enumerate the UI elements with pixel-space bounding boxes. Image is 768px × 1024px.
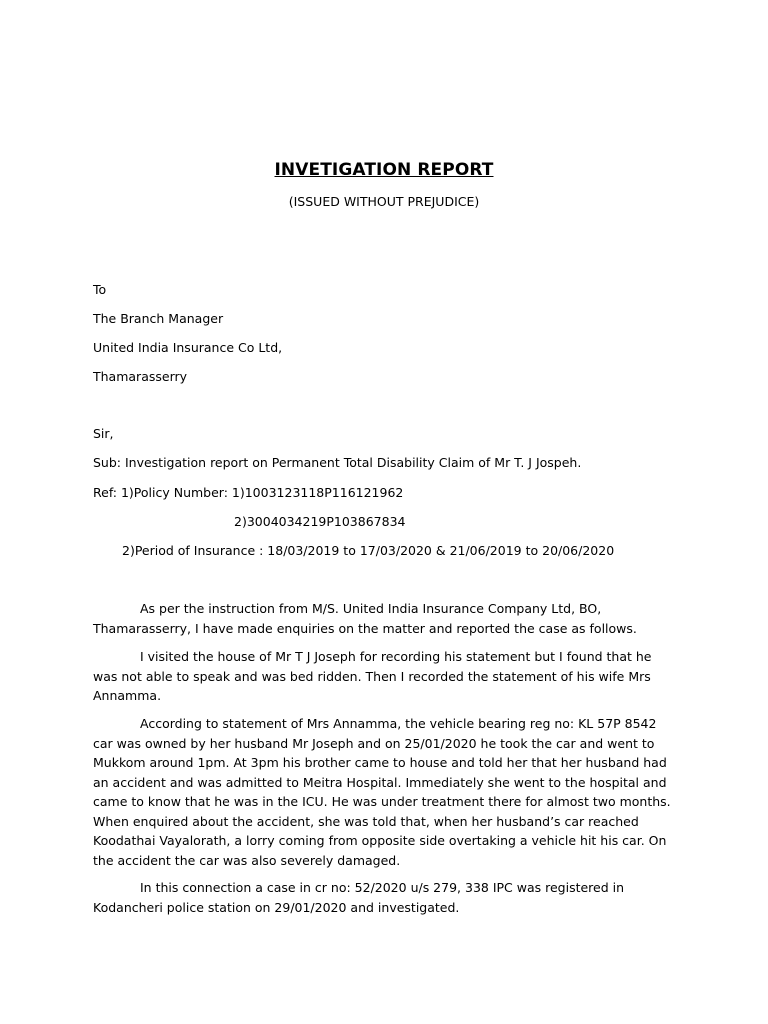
address-to: To: [93, 282, 107, 297]
body-paragraph-1: As per the instruction from M/S. United India Insurance Company Ltd, BO, Thamarasserry, I have made enquiries on the matter and reported the case as follows.: [93, 601, 637, 636]
body-paragraph-4: In this connection a case in cr no: 52/2020 u/s 279, 338 IPC was registered in Kodancheri police station on 29/01/2020 and investigated.: [93, 880, 625, 915]
reference-policy-1: Ref: 1)Policy Number: 1)1003123118P116121962: [93, 485, 404, 500]
salutation: Sir,: [93, 426, 114, 441]
address-company: United India Insurance Co Ltd,: [93, 340, 283, 355]
subject-line: Sub: Investigation report on Permanent Total Disability Claim of Mr T. J Jospeh.: [93, 455, 582, 470]
address-recipient: The Branch Manager: [93, 311, 224, 326]
body-paragraph-3: According to statement of Mrs Annamma, the vehicle bearing reg no: KL 57P 8542 car was owned by her husband Mr Joseph and on 25/01/2020 he took the car and went to Mukkom around 1pm. At 3pm his brother came to house and told her that her husband had an accident and was admitted to Meitra Hospital. Immediately she went to the hospital and came to know that he was in the ICU. He was under treatment there for almost two months. When enquired about the accident, she was told that, when her husband’s car reached Koodathai Vayalorath, a lorry coming from opposite side overtaking a vehicle hit his car. On the accident the car was also severely damaged.: [93, 716, 671, 868]
report-subtitle: (ISSUED WITHOUT PREJUDICE): [288, 194, 480, 209]
reference-period: 2)Period of Insurance : 18/03/2019 to 17/03/2020 & 21/06/2019 to 20/06/2020: [122, 543, 615, 558]
reference-policy-2: 2)3004034219P103867834: [234, 514, 406, 529]
report-title: INVETIGATION REPORT: [274, 160, 494, 180]
address-place: Thamarasserry: [93, 369, 188, 384]
body-paragraph-2: I visited the house of Mr T J Joseph for recording his statement but I found that he was not able to speak and was bed ridden. Then I recorded the statement of his wife Mrs Annamma.: [93, 649, 652, 703]
